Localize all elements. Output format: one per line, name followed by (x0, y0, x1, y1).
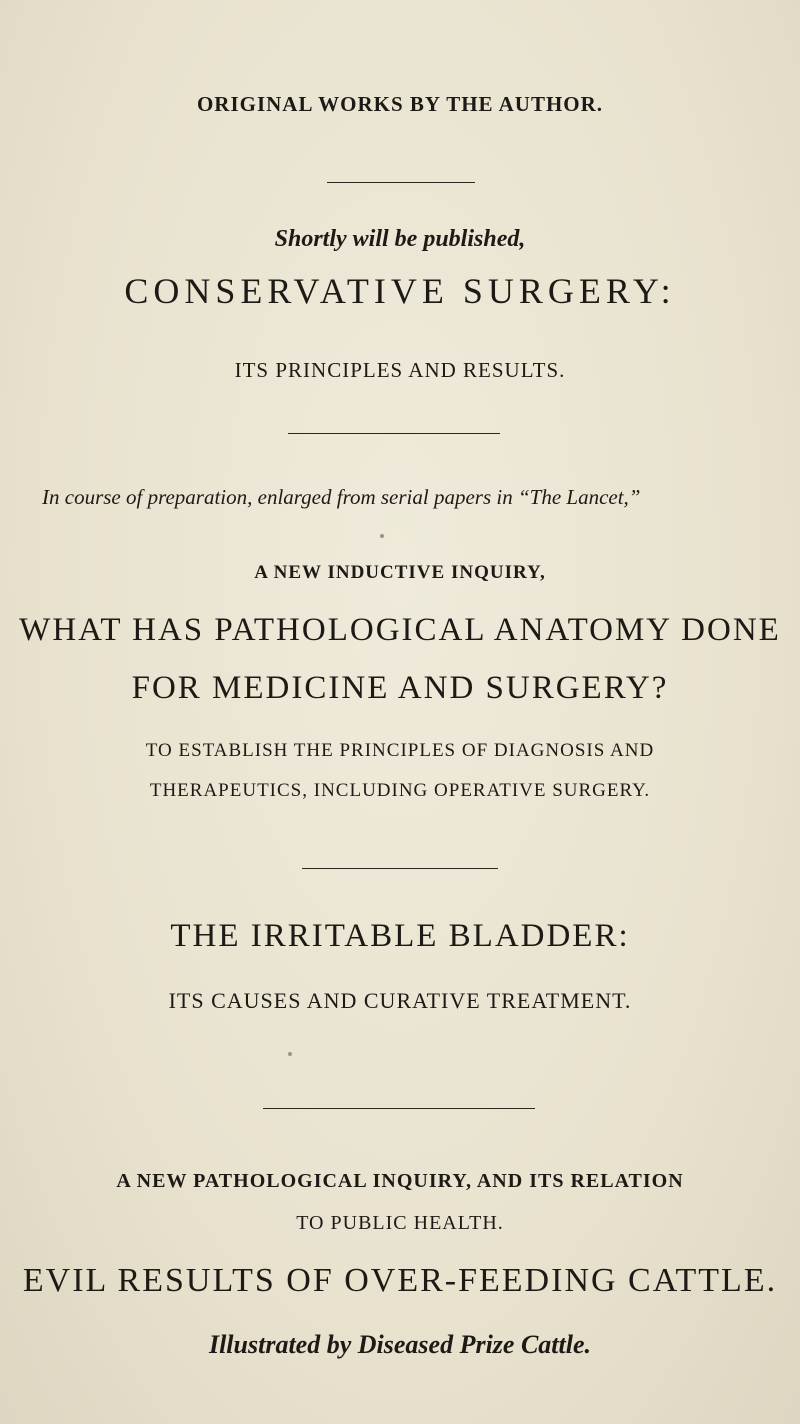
inquiry-label: A NEW INDUCTIVE INQUIRY, (254, 562, 546, 583)
book-description-line1: TO ESTABLISH THE PRINCIPLES OF DIAGNOSIS AND (145, 740, 655, 761)
preparation-notice: In course of preparation, enlarged from serial papers in “The Lancet,” (42, 485, 641, 509)
paper-speck (288, 1052, 292, 1056)
publication-notice: Shortly will be published, (274, 226, 526, 252)
book-title-irritable-bladder: THE IRRITABLE BLADDER: (170, 918, 630, 954)
page-heading: ORIGINAL WORKS BY THE AUTHOR. (196, 92, 604, 116)
divider-rule (327, 182, 475, 183)
divider-rule (288, 433, 500, 434)
book-title-pathological-anatomy-line2: FOR MEDICINE AND SURGERY? (131, 670, 669, 706)
inquiry-label-line1: A NEW PATHOLOGICAL INQUIRY, AND ITS RELATION (116, 1170, 684, 1192)
inquiry-label-line2: TO PUBLIC HEALTH. (296, 1212, 504, 1234)
paper-speck (380, 534, 384, 538)
book-subtitle-conservative-surgery: ITS PRINCIPLES AND RESULTS. (234, 358, 566, 382)
book-title-over-feeding-cattle: EVIL RESULTS OF OVER-FEEDING CATTLE. (22, 1262, 778, 1299)
book-title-conservative-surgery: CONSERVATIVE SURGERY: (124, 271, 676, 311)
divider-rule (263, 1108, 535, 1109)
divider-rule (302, 868, 498, 869)
illustrated-note: Illustrated by Diseased Prize Cattle. (208, 1330, 592, 1359)
book-subtitle-irritable-bladder: ITS CAUSES AND CURATIVE TREATMENT. (168, 988, 632, 1013)
book-description-line2: THERAPEUTICS, INCLUDING OPERATIVE SURGERY. (149, 780, 651, 801)
book-title-pathological-anatomy-line1: WHAT HAS PATHOLOGICAL ANATOMY DONE (19, 612, 781, 648)
